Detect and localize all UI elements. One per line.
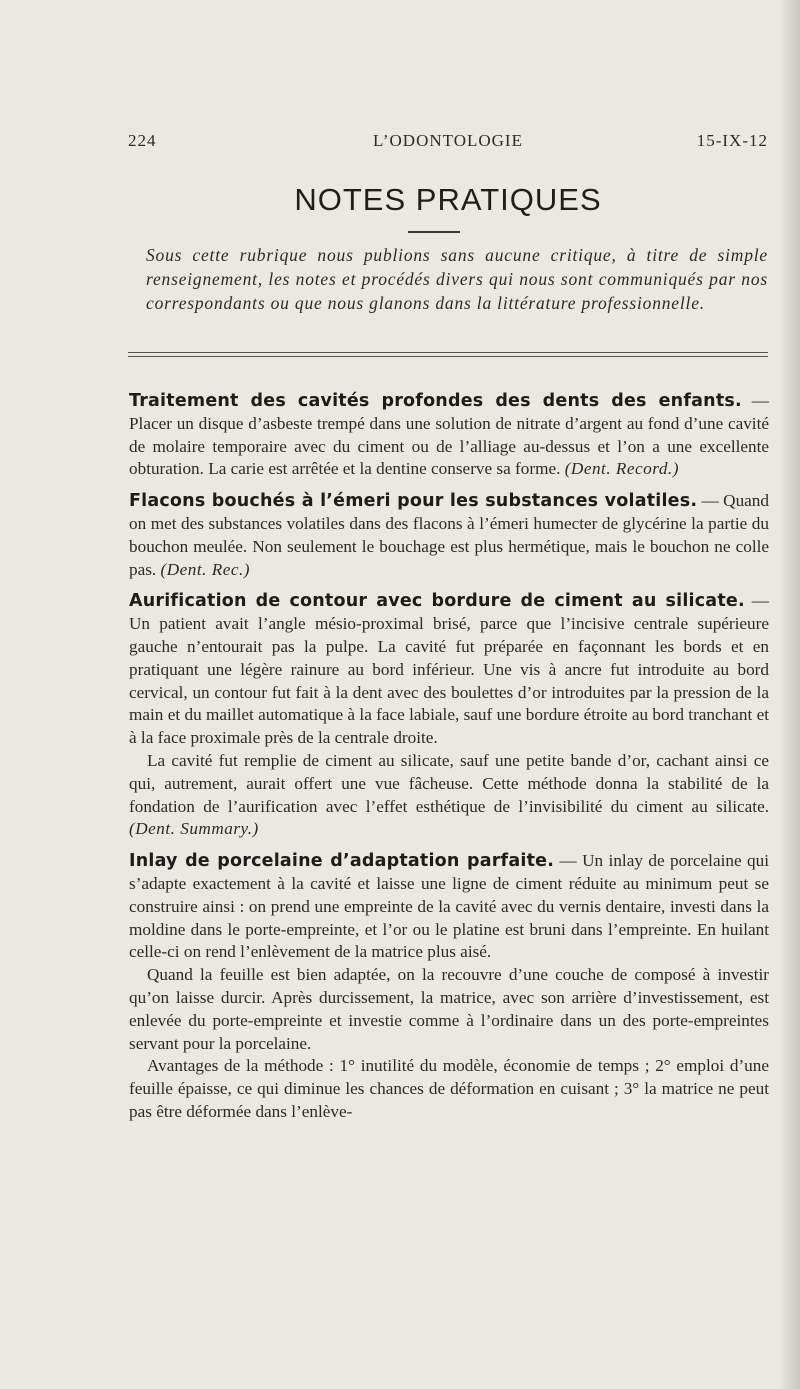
note-heading: Aurification de contour avec bordure de ciment au silicate. <box>129 591 745 612</box>
note-paragraph <box>129 850 769 964</box>
note-heading: Flacons bouchés à l’émeri pour les substances volatiles. <box>129 491 698 512</box>
running-title: L’ODONTOLOGIE <box>373 131 523 150</box>
note-heading: Traitement des cavités profondes des dents des enfants. <box>129 391 742 411</box>
page-title: NOTES PRATIQUES <box>294 182 602 217</box>
note-paragraph <box>129 390 769 481</box>
intro-paragraph: Sous cette rubrique nous publions sans aucune critique, à titre de simple renseignement, les notes et procédés divers qui nous sont communiqués par nos correspondants ou que nous glanons dans la littérature professionnelle. <box>146 245 768 313</box>
running-header <box>128 131 768 155</box>
note-text: — Un patient avait l’angle mésio-proximal brisé, parce que l’incisive centrale supérieure gauche n’entourait pas la pulpe. La cavité fut préparée en façonnant les bords et en pratiquant une légère rainure au bord inférieur. Une vis à ancre fut introduite au bord cervical, un contour fut fait à la dent avec des boulettes d’or introduites par la pression de la main et du maillet automatique à la face labiale, sauf une bordure étroite au bord tranchant et à la face proximale près de la centrale droite. <box>129 591 769 748</box>
issue-date: 15-IX-12 <box>696 131 768 150</box>
note-text: — Un inlay de porcelaine qui s’adapte exactement à la cavité et laisse une ligne de ciment réduite au minimum peut se construire ainsi : on prend une empreinte de la cavité avec du vernis dentaire, investi dans la moldine dans le porte-empreinte, et l’or ou le platine est bruni dans l’empreinte. En huilant celle-ci on rend l’enlèvement de la matrice plus aisé. <box>129 851 769 962</box>
title-rule <box>408 231 460 233</box>
page-gutter-shadow <box>778 0 800 1389</box>
note-source: (Dent. Summary.) <box>129 819 259 839</box>
continuation-paragraph <box>129 750 769 841</box>
note-source: (Dent. Record.) <box>564 459 679 479</box>
note-source: (Dent. Rec.) <box>160 559 251 579</box>
note-text: Quand la feuille est bien adaptée, on la recouvre d’une couche de composé à investir qu’on laisse durcir. Après durcissement, la matrice, avec son arrière d’investissement, est enlevée du porte-empreinte et investie comme à l’ordinaire dans un des porte-empreintes servant pour la porcelaine. <box>129 965 769 1053</box>
note-paragraph <box>129 590 769 750</box>
article-body <box>129 390 769 1124</box>
note-paragraph <box>129 490 769 581</box>
note-text: La cavité fut remplie de ciment au silicate, sauf une petite bande d’or, cachant ainsi ce qui, autrement, aurait offert une vue fâcheuse. Cette méthode donna la stabilité de la fondation de l’aurification avec l’effet esthétique de l’invisibilité du ciment au silicate. <box>129 750 769 816</box>
continuation-paragraph <box>129 964 769 1055</box>
continuation-paragraph <box>129 1055 769 1123</box>
note-text: Avantages de la méthode : 1° inutilité du modèle, économie de temps ; 2° emploi d’une feuille épaisse, ce qui diminue les chances de déformation en cuisant ; 3° la matrice ne peut pas être déformée dans l’enlève- <box>129 1056 769 1121</box>
page-number: 224 <box>128 131 157 150</box>
note-text: — Placer un disque d’asbeste trempé dans une solution de nitrate d’argent au fond d’une cavité de molaire temporaire avec du ciment ou de l’alliage au-dessus et l’on a une excellente obturation. La carie est arrêtée et la dentine conserve sa forme. <box>129 391 769 479</box>
note-heading: Inlay de porcelaine d’adaptation parfaite. <box>129 851 555 872</box>
note-text: — Quand on met des substances volatiles dans des flacons à l’émeri humecter de glycérine la partie du bouchon meulée. Non seulement le bouchage est plus hermétique, mais le bouchon ne colle pas. <box>129 491 769 579</box>
section-divider <box>128 352 768 357</box>
